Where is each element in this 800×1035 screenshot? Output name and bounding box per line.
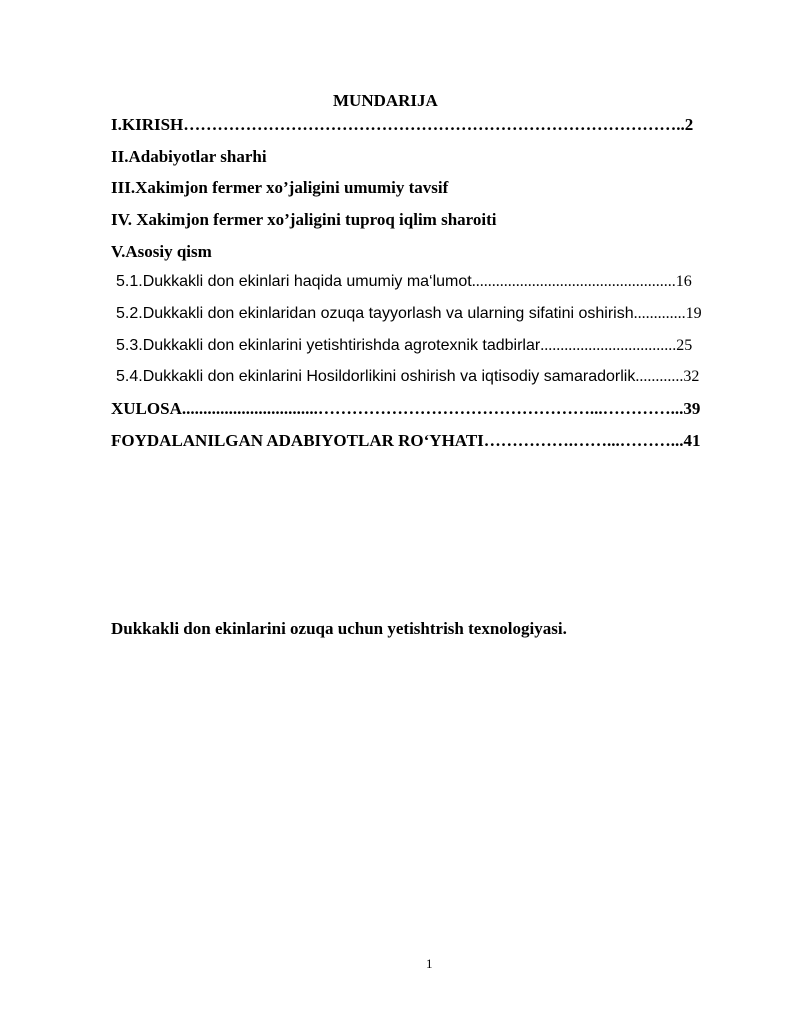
toc-entry-page: 41 [683,431,701,450]
toc-entry-label: 5.1.Dukkakli don ekinlari haqida umumiy ma‘lumot [116,273,472,290]
toc-entry-leader: .................................. [540,337,677,354]
toc-entry-adabiyotlar [111,147,267,167]
toc-entry-leader: ............ [635,368,684,385]
toc-entry-label: XULOSA [111,399,182,418]
toc-entry-tavsif [111,178,448,198]
toc-entry-label: FOYDALANILGAN ADABIYOTLAR RO‘YHATI [111,431,484,450]
toc-entry-label: V.Asosiy qism [111,242,212,261]
toc-entry-page: 19 [685,305,702,322]
toc-entry-page: 32 [683,368,700,385]
toc-entry-5-3 [116,337,692,355]
toc-entry-page: 16 [675,273,692,290]
toc-entry-leader: …………….……...………... [483,431,684,450]
toc-entry-asosiy-qism [111,242,212,262]
document-subtitle: Dukkakli don ekinlarini ozuqa uchun yetishtrish texnologiyasi. [111,619,567,638]
toc-entry-label: 5.4.Dukkakli don ekinlarini Hosildorlikini oshirish va iqtisodiy samaradorlik [116,368,636,385]
toc-entry-leader: ................................…………………………………………...…………... [181,399,684,418]
toc-entry-label: IV. Xakimjon fermer xo’jaligini tuproq iqlim sharoiti [111,210,497,229]
toc-entry-label: I.KIRISH [111,115,184,134]
toc-entry-sharoiti [111,210,497,230]
toc-entry-xulosa [111,399,700,419]
toc-entry-label: II.Adabiyotlar sharhi [111,147,267,166]
toc-entry-5-4 [116,368,699,386]
page-number: 1 [426,956,433,971]
toc-entry-5-2 [116,305,702,323]
page-title: MUNDARIJA [333,91,438,110]
toc-entry-page: 25 [676,337,693,354]
toc-entry-label: 5.3.Dukkakli don ekinlarini yetishtirishda agrotexnik tadbirlar [116,337,541,354]
toc-entry-label: III.Xakimjon fermer xo’jaligini umumiy tavsif [111,178,449,197]
toc-entry-kirish [111,115,693,135]
toc-entry-page: 39 [683,399,701,418]
toc-entry-5-1 [116,273,692,291]
toc-entry-label: 5.2.Dukkakli don ekinlaridan ozuqa tayyorlash va ularning sifatini oshirish [116,305,634,322]
toc-entry-leader: ................................................... [471,273,676,290]
toc-entry-adabiyotlar-royhati [111,431,701,451]
toc-entry-leader: ............. [633,305,686,322]
toc-entry-page: 2 [684,115,694,134]
toc-entry-leader: …………………………………………………………………………….. [183,115,685,134]
